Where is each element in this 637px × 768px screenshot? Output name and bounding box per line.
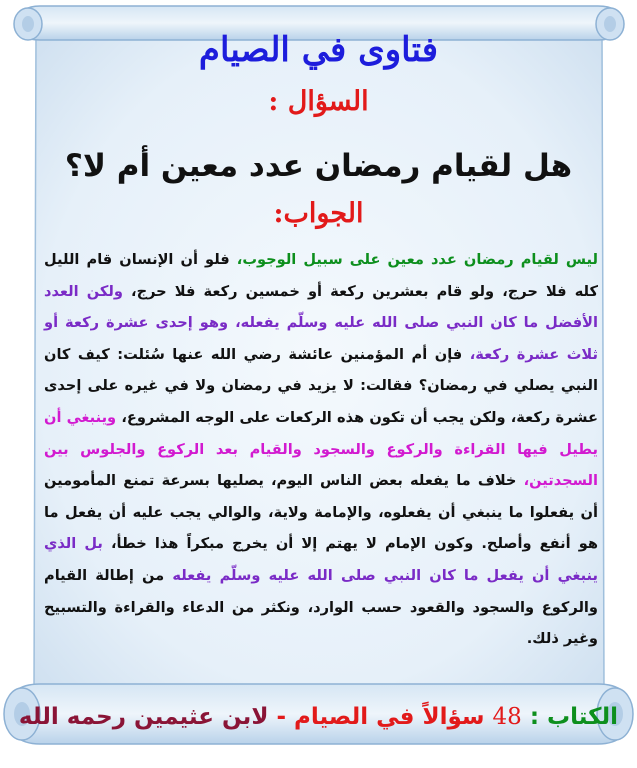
answer-segment-4: فإن أم المؤمنين عائشة رضي الله عنها سُئلت: كيف كان النبي يصلي في رمضان؟ فقالت: لا يزيد في رمضان ولا في غيره على إحدى عشرة ركعة، ولكن يجب أن تكون هذه الركعات على الوجه المشروع، bbox=[44, 345, 598, 426]
question-text: هل لقيام رمضان عدد معين أم لا؟ bbox=[64, 148, 573, 184]
answer-segment-3: ولكن العدد الأفضل ما كان النبي صلى الله عليه وسلّم يفعله، وهو إحدى عشرة ركعة أو ثلاث عشرة ركعة، bbox=[44, 282, 598, 363]
book-credit bbox=[0, 704, 637, 730]
answer-segment-5: وينبغي أن يطيل فيها القراءة والركوع والسجود والقيام بعد الركوع والجلوس بين السجدتين، bbox=[44, 408, 598, 490]
book-label: الكتاب : bbox=[529, 704, 619, 730]
credit-separator: - bbox=[276, 704, 287, 730]
answer-segment-6: خلاف ما يفعله بعض الناس اليوم، يصليها بسرعة تمنع المأمومين أن يفعلوا ما ينبغي أن يفعلوه، والإمامة ولاية، والوالي يجب عليه أن يفعل ما هو أنفع وأصلح. وكون الإمام لا يهتم إلا أن يخرج مبكراً هذا خطأ، bbox=[44, 472, 598, 553]
book-number: 48 bbox=[492, 704, 522, 730]
page-title: فتاوى في الصيام bbox=[198, 30, 439, 70]
answer-label: الجواب: bbox=[273, 198, 364, 229]
answer-segment-7: بل الذي ينبغي أن يفعل ما كان النبي صلى الله عليه وسلّم يفعله bbox=[44, 535, 598, 584]
book-author: لابن عثيمين رحمه الله bbox=[18, 704, 269, 730]
book-title: سؤالاً في الصيام bbox=[294, 704, 485, 730]
answer-segment-2: فلو أن الإنسان قام الليل كله فلا حرج، ولو قام بعشرين ركعة أو خمسين ركعة فلا حرج، bbox=[44, 251, 599, 300]
answer-segment-1: ليس لقيام رمضان عدد معين على سبيل الوجوب، bbox=[236, 251, 598, 268]
answer-text bbox=[44, 244, 598, 655]
question-label: السؤال : bbox=[268, 86, 369, 117]
answer-segment-8: من إطالة القيام والركوع والسجود والقعود حسب الوارد، ونكثر من الدعاء والقراءة والتسبيح وغير ذلك. bbox=[44, 566, 598, 648]
